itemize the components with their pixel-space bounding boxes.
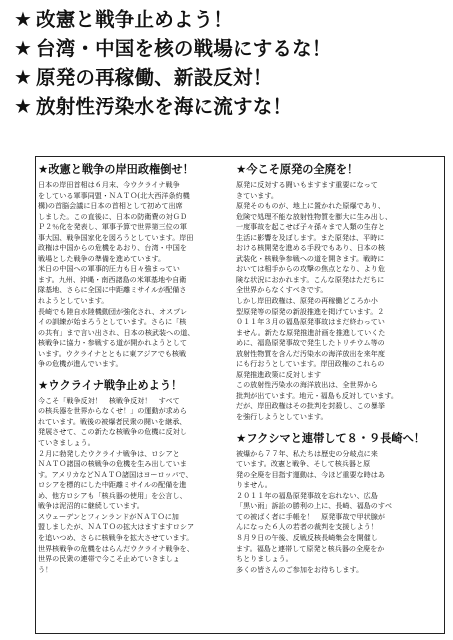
left-column: [38, 160, 234, 575]
headline-text: 原発の再稼働、新設反対！: [36, 66, 273, 89]
star-icon: ★: [38, 377, 49, 392]
paragraph: 長崎でも陸自水陸機動団が強化され、オスプレ イの訓練が始まろうとしています。さらに「核 の共有」まで言い出され、日本の核武装への道、 核戦争に協力・参戦する道が開かれようとして います。ウクライナとともに東アジアでも核戦 争の危機が進んでいます。: [38, 306, 195, 369]
headline-1: [14, 8, 444, 37]
star-icon: ★: [14, 36, 33, 60]
star-icon: ★: [14, 94, 33, 118]
section-title-kishida: ★改憲と戦争の岸田政権倒せ！: [38, 162, 194, 176]
paragraph: この放射性汚染水の海洋放出は、全世界から 批判が出ています。地元・福島も反対しています。 だが、岸田政権はその批判を封殺し、この暴挙 を強行しようとしています。: [236, 380, 399, 422]
paragraph: 今こそ「戦争反対！ 核戦争反対！ すべて の核兵器を世界からなくせ！」の運動が求めら れています。戦後の被爆者民衆の闘いを継承、 発展させて、この新たな核戦争の危機に反対し ていきましょう。: [38, 395, 187, 448]
headline-text: 改憲と戦争止めよう！: [36, 8, 234, 31]
paragraph: 原発そのものが、地上に置かれた原爆であり、 危険で処理不能な放射性物質を膨大に生み出し、 一度事故を起こせば子々孫々まで人類の生存と 生活に影響を及ぼします。また原発は、平時に おける核開発を進める手段でもあり、日本の核 武装化・核戦争参戦への道を開きます。戦時に おいては相手からの攻撃の焦点となり、より危 険な状況におかれます。こんな原発はただちに 全世界からなくすべきです。: [236, 201, 393, 295]
headline-text: 台湾・中国を核の戦場にするな！: [36, 37, 332, 60]
headline-block: [14, 8, 444, 124]
section-title-fukushima: ★フクシマと連帯して８・９長崎へ！: [236, 430, 425, 445]
headline-text: 放射性汚染水を海に流すな！: [36, 95, 293, 118]
paragraph: 日本の岸田首相は６月末、今ウクライナ戦争 をしている軍事同盟・ＮＡＴＯ(北大西洋条約機 構)の首脳会議に日本の首相として初めて出席 しました。この直後に、日本の防衛費の対ＧＤ Ｐ２％化を発表し、軍事予算で世界第三位の軍 事大国、戦争国家化を図ろうとしています。岸田 政権は中国からの危機をあおり、台湾・中国を 戦場とした戦争の準備を進めています。: [38, 180, 194, 263]
section-title-nuclear: ★今こそ原発の全廃を！: [236, 162, 359, 176]
paragraph: 被爆から７７年、私たちは歴史の分岐点に来 ています。改憲と戦争、そして核兵器と原 発の全廃を目指す運動は、今ほど重要な時はあ りません。: [236, 448, 385, 490]
star-icon: ★: [14, 65, 33, 89]
section-title-ukraine: ★ウクライナ戦争止めよう！: [38, 377, 183, 392]
star-icon: ★: [38, 162, 49, 176]
star-icon: ★: [236, 162, 247, 176]
paragraph: スウェーデンとフィンランドがＮＡＴＯに加 盟しましたが、ＮＡＴＯの拡大はますますロシア を追いつめ、さらに核戦争を拡大させています。 世界核戦争の危機をはらんだウクライナ戦争を、 世界の民衆の連帯で今こそ止めていきましょ う！: [38, 511, 195, 574]
paragraph: 多くの皆さんのご参加をお待ちします。: [236, 564, 364, 574]
paragraph: しかし岸田政権は、原発の再稼働どころか小 型原発等の原発の新設推進を掲げています。２ ０１１年３月の福島原発事故はまだ終わってい ません。新たな原発推進計画を推進していくた めに、福島原発事故で発生したトリチウム等の 放射性物質を含んだ汚染水の海洋放出を来年度 にも行おうとしています。岸田政権のこれらの 原発推進政策に反対します: [236, 296, 386, 379]
paragraph: ８月９日の午後、反戦反核長崎集会を開催し ます。福島と連帯して原発と核兵器の全廃をか ちとりましょう。: [236, 532, 385, 564]
paragraph: 原発に反対する闘いもますます重要になって きています。: [236, 180, 378, 200]
paragraph: 米日の中国への軍事的圧力も日々強まってい ます。九州、沖縄・南西諸島の米軍基地や自衛 隊基地、さらに全国に中距離ミサイルが配備さ れようとしています。: [38, 264, 187, 306]
paragraph: ２０１１年の福島原発事故を忘れない、広島 「黒い雨」訴訟の勝利の上に、長崎、福島のすべ ての被ばく者に手帳を！ 原発事故で甲状腺が んになった６人の若者の裁判を支援しよう！: [236, 490, 392, 532]
headline-2: [14, 37, 444, 66]
headline-3: [14, 66, 444, 95]
star-icon: ★: [236, 430, 247, 445]
right-column: [236, 160, 432, 575]
paragraph: ２月に勃発したウクライナ戦争は、ロシアと ＮＡＴＯ諸国の核戦争の危機を生み出していま す。アメリカなどＮＡＴＯ諸国はヨーロッパで、 ロシアを標的にした中距離ミサイルの配備を進 め、他方ロシアも「核兵器の使用」を公言し、 戦争は泥沼的に継続しています。: [38, 448, 193, 511]
headline-4: [14, 95, 444, 124]
star-icon: ★: [14, 7, 33, 31]
